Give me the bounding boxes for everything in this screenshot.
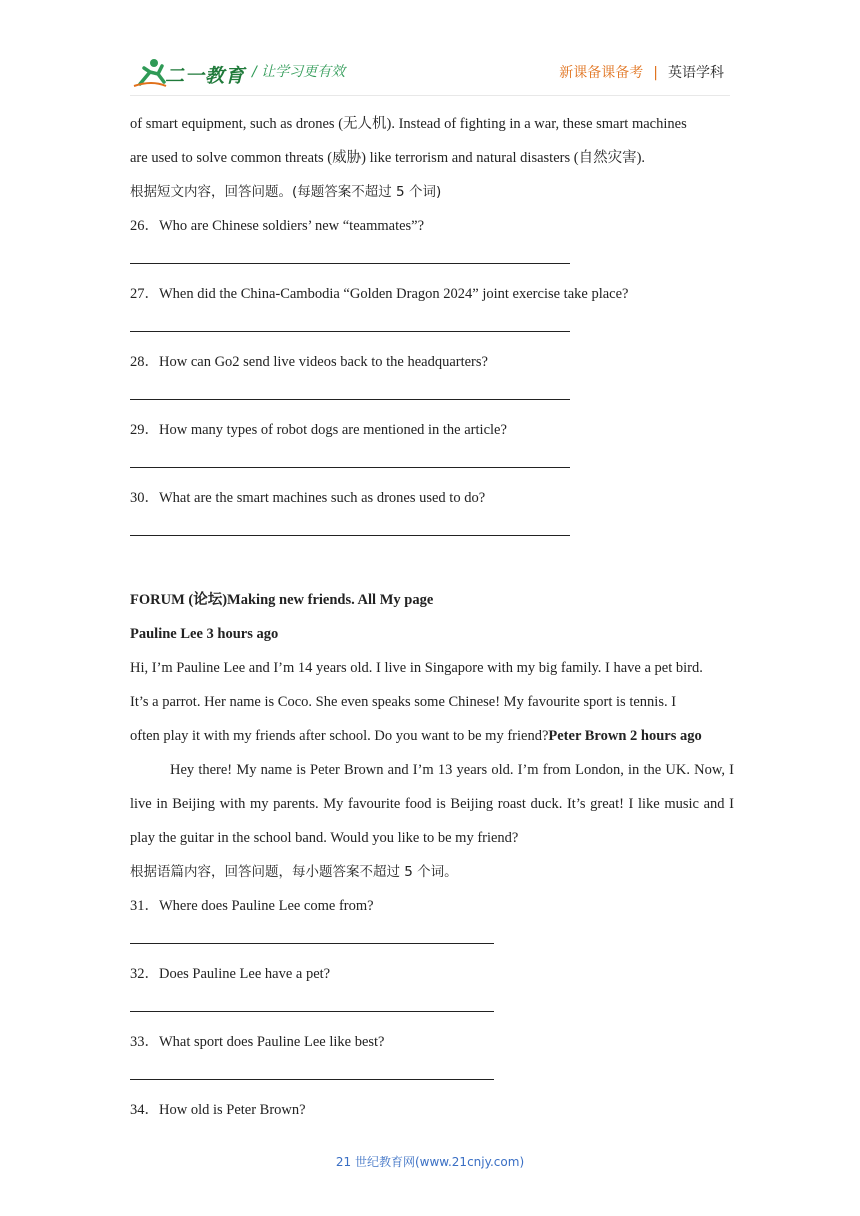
slogan: / 让学习更有效 [252, 64, 346, 80]
header-separator: | [653, 65, 658, 81]
answer-line[interactable] [130, 515, 734, 549]
passage-line: are used to solve common threats (威胁) like terrorism and natural disasters (自然灾害). [130, 150, 646, 166]
spacer [130, 549, 734, 583]
question-text: What are the smart machines such as drones used to do? [159, 490, 486, 506]
question-text: How can Go2 send live videos back to the headquarters? [159, 354, 488, 370]
question-text: Who are Chinese soldiers’ new “teammates”? [159, 218, 425, 234]
answer-line[interactable] [130, 311, 734, 345]
header-subject [559, 62, 724, 82]
forum-title: FORUM (论坛)Making new friends. All My page [130, 592, 434, 608]
passage-line: of smart equipment, such as drones (无人机). Instead of fighting in a war, these smart machines [130, 116, 687, 132]
post-text: often play it with my friends after school. Do you want to be my friend? [130, 728, 549, 744]
question-28 [130, 345, 734, 379]
post-text: Hey there! My name is Peter Brown and I’m 13 years old. I’m from London, in the UK. Now, I live in Beijing with my parents. My favourite food is Beijing roast duck. It’s great! I like music and I play the guitar in the school band. Would you like to be my friend? [130, 762, 734, 846]
question-text: Where does Pauline Lee come from? [159, 898, 374, 914]
question-33 [130, 1025, 734, 1059]
answer-line[interactable] [130, 379, 734, 413]
question-text: Does Pauline Lee have a pet? [159, 966, 331, 982]
question-27 [130, 277, 734, 311]
header-subject-label: 英语学科 [668, 65, 724, 81]
instructions: 根据短文内容，回答问题。(每题答案不超过 5 个词) [130, 184, 442, 200]
page-footer: 21 世纪教育网(www.21cnjy.com) [335, 1155, 525, 1169]
answer-line[interactable] [130, 923, 734, 957]
logo-text: 二一教育 [165, 65, 246, 87]
question-text: How old is Peter Brown? [159, 1102, 306, 1118]
question-32 [130, 957, 734, 991]
question-number: 33． [130, 1034, 159, 1050]
question-text: When did the China-Cambodia “Golden Dragon 2024” joint exercise take place? [159, 286, 629, 302]
question-number: 28． [130, 354, 159, 370]
question-number: 32． [130, 966, 159, 982]
post-text-line [130, 719, 734, 753]
question-number: 27． [130, 286, 159, 302]
header-course-label: 新课备课备考 [559, 65, 644, 81]
document-body [130, 107, 734, 1127]
question-31 [130, 889, 734, 923]
question-number: 34． [130, 1102, 159, 1118]
post-author: Pauline Lee 3 hours ago [130, 626, 279, 642]
answer-line[interactable] [130, 447, 734, 481]
question-number: 26． [130, 218, 159, 234]
answer-line[interactable] [130, 243, 734, 277]
question-30 [130, 481, 734, 515]
header-divider [130, 95, 730, 96]
post-text-line: Hi, I’m Pauline Lee and I’m 14 years old. I live in Singapore with my big family. I have a pet bird. [130, 660, 703, 676]
question-text: What sport does Pauline Lee like best? [159, 1034, 385, 1050]
question-29 [130, 413, 734, 447]
post-author: Peter Brown 2 hours ago [548, 728, 702, 744]
question-number: 31． [130, 898, 159, 914]
answer-line[interactable] [130, 991, 734, 1025]
page-header [0, 0, 860, 100]
post-text-line: It’s a parrot. Her name is Coco. She even speaks some Chinese! My favourite sport is tennis. I [130, 694, 677, 710]
instructions: 根据语篇内容，回答问题，每小题答案不超过 5 个词。 [130, 864, 458, 880]
question-number: 30． [130, 490, 159, 506]
question-34 [130, 1093, 734, 1127]
question-text: How many types of robot dogs are mentioned in the article? [159, 422, 507, 438]
question-number: 29． [130, 422, 159, 438]
question-26 [130, 209, 734, 243]
answer-line[interactable] [130, 1059, 734, 1093]
